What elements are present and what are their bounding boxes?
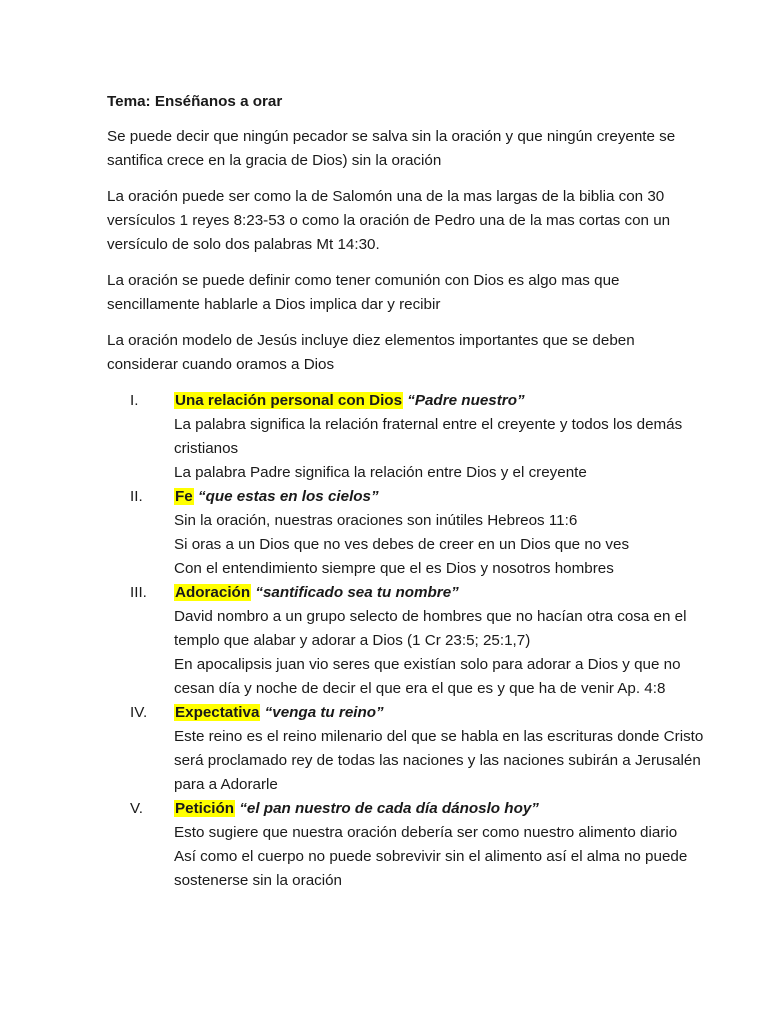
scripture-quote: “santificado sea tu nombre” (255, 584, 459, 601)
list-item-line: Con el entendimiento siempre que el es Dios y nosotros hombres (174, 560, 614, 577)
list-item-line: Si oras a un Dios que no ves debes de creer en un Dios que no ves (174, 536, 630, 553)
list-numeral: III. (130, 584, 147, 601)
list-item-heading (174, 485, 707, 509)
paragraph-intro: Se puede decir que ningún pecador se salva sin la oración y que ningún creyente se santifica crece en la gracia de Dios) sin la oración (107, 128, 676, 169)
list-item-heading (174, 581, 707, 605)
list-numeral: II. (130, 488, 143, 505)
list-item (107, 701, 707, 797)
scripture-quote: “que estas en los cielos” (197, 488, 379, 505)
highlighted-heading: Expectativa (175, 704, 260, 721)
highlighted-heading: Petición (175, 800, 235, 817)
scripture-quote: “Padre nuestro” (407, 392, 525, 409)
list-numeral: V. (130, 800, 143, 817)
list-item-line: La palabra significa la relación fraternal entre el creyente y todos los demás cristianos (174, 416, 683, 457)
list-numeral: IV. (130, 704, 148, 721)
list-item-line: David nombro a un grupo selecto de hombres que no hacían otra cosa en el templo que alabar y adorar a Dios (1 Cr 23:5; 25:1,7) (174, 608, 687, 649)
paragraph-model-prayer: La oración modelo de Jesús incluye diez elementos importantes que se deben considerar cuando oramos a Dios (107, 332, 635, 373)
scripture-quote: “el pan nuestro de cada día dánoslo hoy” (239, 800, 539, 817)
list-item-line: Este reino es el reino milenario del que se habla en las escrituras donde Cristo será proclamado rey de todas las naciones y las naciones subirán a Jerusalén para a Adorarle (174, 728, 704, 793)
list-item (107, 485, 707, 581)
scripture-quote: “venga tu reino” (264, 704, 384, 721)
list-item-heading (174, 701, 707, 725)
document-content (107, 90, 707, 893)
highlighted-heading: Una relación personal con Dios (175, 392, 403, 409)
highlighted-heading: Fe (175, 488, 193, 505)
list-item (107, 389, 707, 485)
list-item-line: Esto sugiere que nuestra oración debería ser como nuestro alimento diario (174, 824, 678, 841)
list-item-line: La palabra Padre significa la relación entre Dios y el creyente (174, 464, 587, 481)
paragraph-length: La oración puede ser como la de Salomón una de la mas largas de la biblia con 30 versículos 1 reyes 8:23-53 o como la oración de Pedro una de la mas cortas con un versículo de solo dos palabras Mt 14:30. (107, 188, 671, 253)
elements-list (107, 389, 707, 893)
document-title: Tema: Enséñanos a orar (107, 93, 283, 110)
list-item-line: Sin la oración, nuestras oraciones son inútiles Hebreos 11:6 (174, 512, 578, 529)
list-item-line: En apocalipsis juan vio seres que existían solo para adorar a Dios y que no cesan día y noche de decir el que era el que es y que ha de venir Ap. 4:8 (174, 656, 681, 697)
paragraph-definition: La oración se puede definir como tener comunión con Dios es algo mas que sencillamente hablarle a Dios implica dar y recibir (107, 272, 620, 313)
list-item-heading (174, 389, 707, 413)
highlighted-heading: Adoración (175, 584, 251, 601)
list-numeral: I. (130, 392, 139, 409)
list-item-heading (174, 797, 707, 821)
list-item (107, 581, 707, 701)
list-item-line: Así como el cuerpo no puede sobrevivir sin el alimento así el alma no puede sostenerse sin la oración (174, 848, 688, 889)
list-item (107, 797, 707, 893)
